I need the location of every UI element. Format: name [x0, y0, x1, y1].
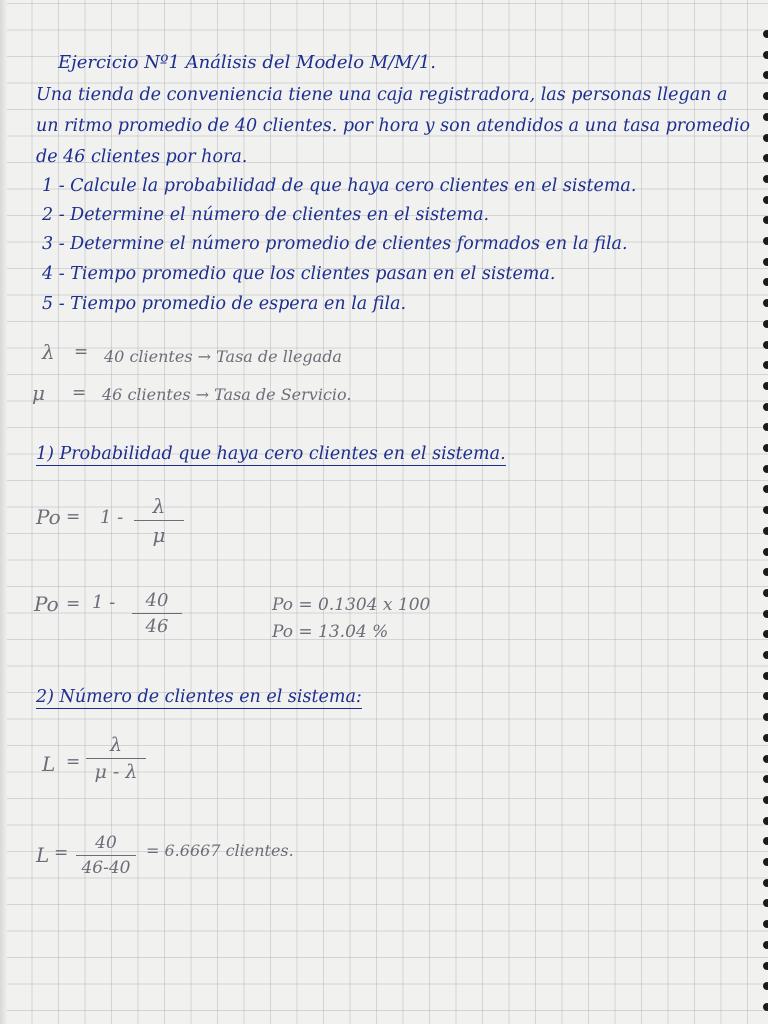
question-2: 2 - Determine el número de clientes en el sistema. — [42, 205, 490, 225]
section2-heading-text: 2) Número de clientes en el sistema: — [36, 687, 362, 707]
spiral-hole — [763, 796, 768, 804]
spiral-hole — [763, 92, 768, 100]
spiral-hole — [763, 713, 768, 721]
section1-heading — [36, 443, 506, 465]
l-formula-lhs: L — [42, 752, 56, 776]
spiral-hole — [763, 71, 768, 79]
l-formula-denominator: μ - λ — [94, 761, 138, 783]
spiral-hole — [763, 672, 768, 680]
po-formula-one: 1 - — [100, 507, 124, 528]
spiral-hole — [763, 610, 768, 618]
spiral-hole — [763, 423, 768, 431]
question-3: 3 - Determine el número promedio de clientes formados en la fila. — [42, 234, 628, 254]
spiral-hole — [763, 51, 768, 59]
spiral-hole — [763, 216, 768, 224]
spiral-hole — [763, 899, 768, 907]
spiral-hole — [763, 258, 768, 266]
po-sub-equals: = — [66, 594, 81, 614]
mu-equals: = — [72, 383, 87, 403]
spiral-hole — [763, 382, 768, 390]
spiral-hole — [763, 568, 768, 576]
l-sub-denominator: 46-40 — [81, 858, 131, 878]
spiral-hole — [763, 361, 768, 369]
spiral-hole — [763, 962, 768, 970]
spiral-hole — [763, 589, 768, 597]
question-1: 1 - Calcule la probabilidad de que haya cero clientes en el sistema. — [42, 176, 637, 196]
lambda-definition: 40 clientes → Tasa de llegada — [104, 347, 342, 366]
lambda-symbol: λ — [42, 340, 55, 364]
fraction-bar — [76, 855, 136, 856]
spiral-hole — [763, 403, 768, 411]
po-result-percent: Po = 13.04 % — [272, 622, 389, 642]
spiral-hole — [763, 320, 768, 328]
spiral-hole — [763, 175, 768, 183]
po-result-decimal: Po = 0.1304 x 100 — [272, 595, 431, 615]
l-formula-equals: = — [66, 752, 81, 772]
l-sub-numerator: 40 — [95, 833, 117, 853]
statement-line-1: Una tienda de conveniencia tiene una caja registradora, las personas llegan a — [36, 85, 728, 105]
l-sub-equals: = — [54, 843, 69, 863]
lambda-equals: = — [74, 342, 89, 362]
po-formula-fraction — [134, 494, 184, 547]
fraction-bar — [86, 758, 146, 759]
statement-line-3: de 46 clientes por hora. — [36, 147, 248, 167]
spiral-binding-holes — [758, 0, 768, 1024]
spiral-hole — [763, 879, 768, 887]
spiral-hole — [763, 113, 768, 121]
spiral-hole — [763, 920, 768, 928]
mu-definition: 46 clientes → Tasa de Servicio. — [102, 385, 352, 404]
spiral-hole — [763, 775, 768, 783]
fraction-bar — [132, 613, 182, 614]
page-left-margin — [0, 0, 7, 1024]
section2-heading — [36, 686, 362, 708]
spiral-hole — [763, 134, 768, 142]
question-4: 4 - Tiempo promedio que los clientes pasan en el sistema. — [42, 264, 556, 284]
spiral-hole — [763, 444, 768, 452]
spiral-hole — [763, 941, 768, 949]
spiral-hole — [763, 299, 768, 307]
l-sub-lhs: L — [36, 843, 50, 867]
spiral-hole — [763, 692, 768, 700]
spiral-hole — [763, 817, 768, 825]
spiral-hole — [763, 858, 768, 866]
po-formula-denominator: μ — [152, 523, 166, 547]
l-result: = 6.6667 clientes. — [146, 841, 294, 860]
exercise-title: Ejercicio Nº1 Análisis del Modelo M/M/1. — [58, 52, 436, 73]
spiral-hole — [763, 485, 768, 493]
section1-heading-text: 1) Probabilidad que haya cero clientes en el sistema. — [36, 444, 506, 464]
l-sub-fraction — [76, 833, 136, 878]
po-sub-denominator: 46 — [145, 616, 169, 637]
spiral-hole — [763, 465, 768, 473]
spiral-hole — [763, 734, 768, 742]
l-formula-fraction — [86, 734, 146, 783]
spiral-hole — [763, 837, 768, 845]
spiral-hole — [763, 982, 768, 990]
spiral-hole — [763, 1003, 768, 1011]
spiral-hole — [763, 548, 768, 556]
statement-line-2: un ritmo promedio de 40 clientes. por hora y son atendidos a una tasa promedio — [36, 116, 750, 136]
spiral-hole — [763, 278, 768, 286]
po-sub-fraction — [132, 590, 182, 637]
fraction-bar — [134, 520, 184, 521]
spiral-hole — [763, 630, 768, 638]
spiral-hole — [763, 154, 768, 162]
spiral-hole — [763, 237, 768, 245]
spiral-hole — [763, 341, 768, 349]
po-formula-equals: = — [66, 507, 81, 527]
po-sub-numerator: 40 — [145, 590, 169, 611]
l-formula-numerator: λ — [109, 734, 123, 756]
question-5: 5 - Tiempo promedio de espera en la fila. — [42, 294, 407, 314]
spiral-hole — [763, 30, 768, 38]
po-formula-lhs: Po — [36, 505, 61, 529]
spiral-hole — [763, 196, 768, 204]
po-sub-one: 1 - — [92, 592, 116, 613]
spiral-hole — [763, 651, 768, 659]
po-sub-lhs: Po — [34, 592, 59, 616]
po-formula-numerator: λ — [152, 494, 166, 518]
spiral-hole — [763, 755, 768, 763]
mu-symbol: μ — [32, 381, 45, 405]
spiral-hole — [763, 527, 768, 535]
spiral-hole — [763, 506, 768, 514]
